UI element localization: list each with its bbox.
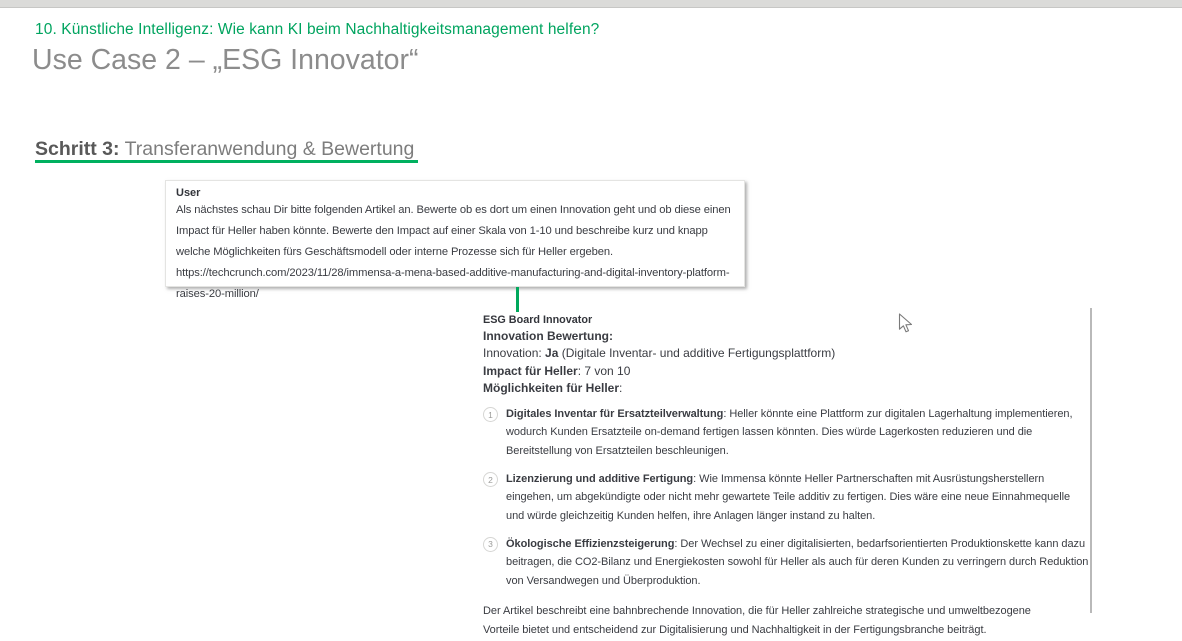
list-item-text xyxy=(506,535,1089,590)
mouse-cursor xyxy=(898,313,914,335)
impact-line xyxy=(483,363,1089,380)
article-url[interactable]: https://techcrunch.com/2023/11/28/immensa-a-mena-based-additive-manufacturing-and-digital-inventory-platform-raises-20-million/ xyxy=(176,267,730,300)
list-item-body: : Heller könnte eine Plattform zur digitalen Lagerhaltung implementieren, wodurch Kunden Ersatzteile on-demand fertigen lassen könnten. Dies würde Lagerkosten reduzieren und die Bereitstellung von Ersatzteilen beschleunigen. xyxy=(506,408,1073,457)
user-message-text: Als nächstes schau Dir bitte folgenden Artikel an. Bewerte ob es dort um einen Innovation geht und ob diese einen Impact für Heller haben könnte. Bewerte den Impact auf einer Skala von 1-10 und beschreibe kurz und knapp welche Möglichkeiten fürs Geschäftsmodell oder interne Prozesse sich für Heller ergeben. xyxy=(176,204,731,258)
list-number-badge: 1 xyxy=(483,407,498,422)
list-number-badge: 2 xyxy=(483,472,498,487)
list-item-title: Ökologische Effizienzsteigerung xyxy=(506,537,675,550)
list-item-text xyxy=(506,470,1089,525)
innovation-prefix: Innovation: xyxy=(483,346,546,361)
list-item-body: : Wie Immensa könnte Heller Partnerschaften mit Ausrüstungsherstellern eingehen, um abgekündigte oder nicht mehr gewartete Teile additiv zu fertigen. Dies wäre eine neue Einnahmequelle und würde gleichzeitig Kunden helfen, ihre Anlagen länger instand zu halten. xyxy=(506,473,1071,522)
user-message-box xyxy=(165,180,745,300)
step-underline xyxy=(35,160,418,163)
list-number-badge: 3 xyxy=(483,537,498,552)
slide-kicker: 10. Künstliche Intelligenz: Wie kann KI beim Nachhaltigkeitsmanagement helfen? xyxy=(35,21,600,38)
possibilities-suffix: : xyxy=(619,380,623,395)
user-role-label: User xyxy=(176,187,201,199)
step-heading xyxy=(35,138,414,161)
assistant-heading: Innovation Bewertung: xyxy=(483,329,613,343)
window-top-strip xyxy=(0,0,1182,8)
possibilities-label: Möglichkeiten für Heller xyxy=(483,380,620,395)
step-title: Transferanwendung & Bewertung xyxy=(119,138,415,160)
impact-label: Impact für Heller xyxy=(483,363,578,378)
possibilities-line xyxy=(483,380,1089,397)
assistant-role-label: ESG Board Innovator xyxy=(483,314,593,326)
list-item-title: Lizenzierung und additive Fertigung xyxy=(506,473,694,486)
assistant-list xyxy=(483,405,1089,590)
step-label: Schritt 3: xyxy=(35,138,120,160)
vertical-divider xyxy=(1090,308,1092,613)
list-item xyxy=(483,405,1089,460)
assistant-closing: Der Artikel beschreibt eine bahnbrechende Innovation, die für Heller zahlreiche strategische und umweltbezogene Vorteile bietet und entscheidend zur Digitalisierung und Nachhaltigkeit in der Fertigungsbranche beiträgt. xyxy=(483,604,1031,637)
innovation-line xyxy=(483,345,1089,362)
assistant-message xyxy=(483,313,1089,641)
impact-value: : 7 von 10 xyxy=(577,363,631,378)
list-item xyxy=(483,470,1089,525)
list-item xyxy=(483,535,1089,590)
list-item-text xyxy=(506,405,1089,460)
list-item-body: : Der Wechsel zu einer digitalisierten, bedarfsorientierten Produktionskette kann dazu beitragen, die CO2-Bilanz und Energiekosten sowohl für Heller als auch für deren Kunden zu verringern durch Reduktion von Versandwegen und Überproduktion. xyxy=(506,537,1089,587)
innovation-detail: (Digitale Inventar- und additive Fertigungsplattform) xyxy=(558,346,836,361)
list-item-title: Digitales Inventar für Ersatzteilverwaltung xyxy=(506,408,724,421)
innovation-value: Ja xyxy=(545,346,559,361)
user-message xyxy=(176,200,736,305)
page-title: Use Case 2 – „ESG Innovator“ xyxy=(32,44,419,76)
connector-line xyxy=(516,287,519,312)
